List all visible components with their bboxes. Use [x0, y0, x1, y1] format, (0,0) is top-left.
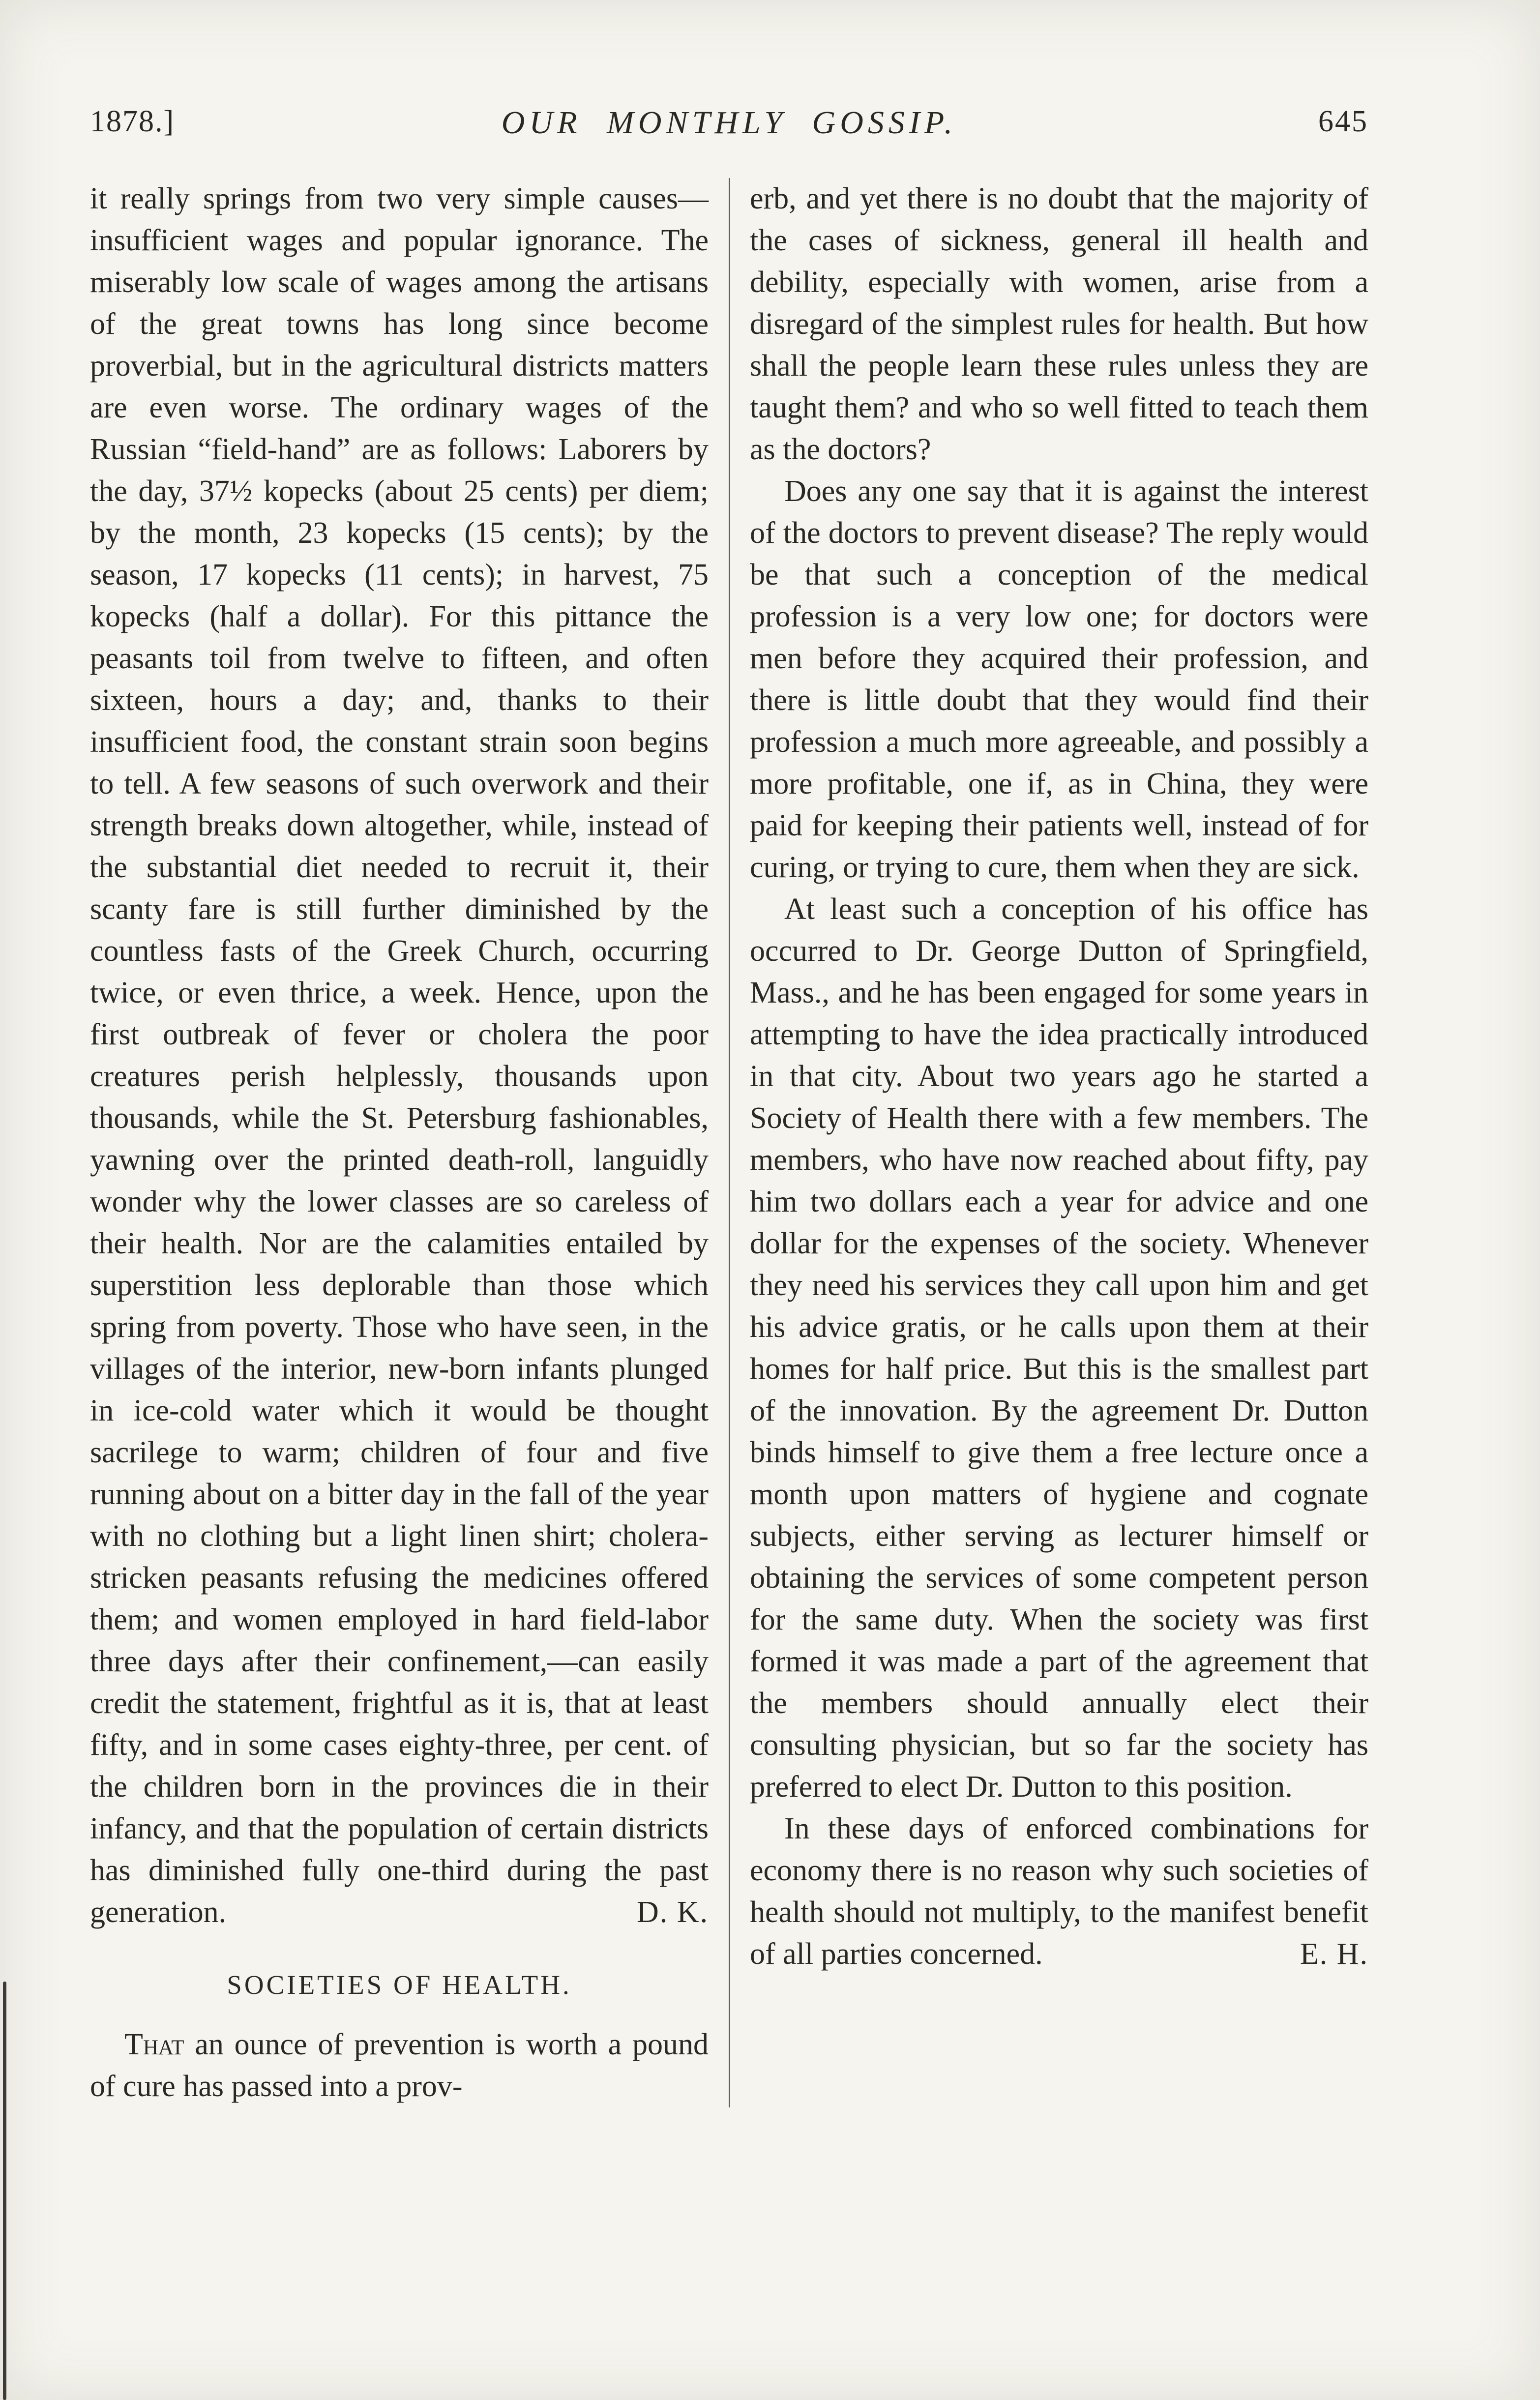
issue-date: 1878.]	[90, 105, 175, 138]
author-initials: D. K.	[636, 1896, 709, 1929]
column-gutter	[709, 178, 750, 2107]
running-head	[90, 104, 1368, 148]
paragraph: Does any one say that it is against the interest of the doctors to prevent disease? The reply would be that such a conception of the medical profession is a very low one; for doctors were men before they acquired their profession, and there is little doubt that they would find their profession a much more agreeable, and possibly a more profitable, one if, as in China, they were paid for keeping their patients well, instead of for curing, or trying to cure, them when they are sick.	[750, 474, 1368, 884]
page-number: 645	[1318, 105, 1368, 138]
right-column	[750, 178, 1368, 2107]
column-divider	[729, 178, 730, 2107]
paragraph-text: an ounce of prevention is worth a pound of cure has passed into a prov-	[90, 2028, 709, 2103]
left-column	[90, 178, 709, 2107]
paragraph	[90, 2024, 709, 2107]
text-columns	[90, 178, 1368, 2107]
paragraph-continued	[90, 178, 709, 1933]
paragraph-continued: erb, and yet there is no doubt that the majority of the cases of sickness, general ill health and debility, especially with women, arise from a disregard of the simplest rules for health. But how shall the people learn these rules unless they are taught them? and who so well fitted to teach them as the doctors?	[750, 182, 1368, 466]
lead-word: That	[124, 2028, 184, 2061]
paragraph: At least such a conception of his office has occurred to Dr. George Dutton of Springfield, Mass., and he has been engaged for some years in attempting to have the idea practically introduced in that city. About two years ago he started a Society of Health there with a few members. The members, who have now reached about fifty, pay him two dollars each a year for advice and one dollar for the expenses of the society. Whenever they need his services they call upon him and get his advice gratis, or he calls upon them at their homes for half price. But this is the smallest part of the innovation. By the agreement Dr. Dutton binds himself to give them a free lecture once a month upon matters of hygiene and cognate subjects, either serving as lecturer himself or obtaining the services of some competent person for the same duty. When the society was first formed it was made a part of the agreement that the members should annually elect their consulting physician, but so far the society has preferred to elect Dr. Dutton to this position.	[750, 892, 1368, 1804]
section-heading: SOCIETIES OF HEALTH.	[227, 1970, 572, 2000]
scan-artifact	[3, 1982, 6, 2400]
author-initials: E. H.	[1300, 1937, 1368, 1971]
paragraph-text: it really springs from two very simple causes—insufficient wages and popular ignorance. The miserably low scale of wages among the artisans of the great towns has long since become proverbial, but in the agricultural districts matters are even worse. The ordinary wages of the Russian “field-hand” are as follows: Laborers by the day, 37½ kopecks (about 25 cents) per diem; by the month, 23 kopecks (15 cents); by the season, 17 kopecks (11 cents); in harvest, 75 kopecks (half a dollar). For this pittance the peasants toil from twelve to fifteen, and often sixteen, hours a day; and, thanks to their insufficient food, the constant strain soon begins to tell. A few seasons of such overwork and their strength breaks down altogether, while, instead of the substantial diet needed to recruit it, their scanty fare is still further diminished by the countless fasts of the Greek Church, occurring twice, or even thrice, a week. Hence, upon the first outbreak of fever or cholera the poor creatures perish helplessly, thousands upon thousands, while the St. Petersburg fashionables, yawning over the printed death-roll, languidly wonder why the lower classes are so careless of their health. Nor are the calamities entailed by superstition less deplorable than those which spring from poverty. Those who have seen, in the villages of the interior, new-born infants plunged in ice-cold water which it would be thought sacrilege to warm; children of four and five running about on a bitter day in the fall of the year with no clothing but a light linen shirt; cholera-stricken peasants refusing the medicines offered them; and women employed in hard field-labor three days after their confinement,—can easily credit the statement, frightful as it is, that at least fifty, and in some cases eighty-three, per cent. of the children born in the provinces die in their infancy, and that the population of certain districts has diminished fully one-third during the past generation.	[90, 182, 709, 1929]
page-title: OUR MONTHLY GOSSIP.	[501, 105, 957, 141]
paragraph-text: In these days of enforced combinations for economy there is no reason why such societies of health should not multiply, to the manifest benefit of all parties concerned.	[750, 1812, 1368, 1971]
paragraph	[750, 1808, 1368, 1975]
